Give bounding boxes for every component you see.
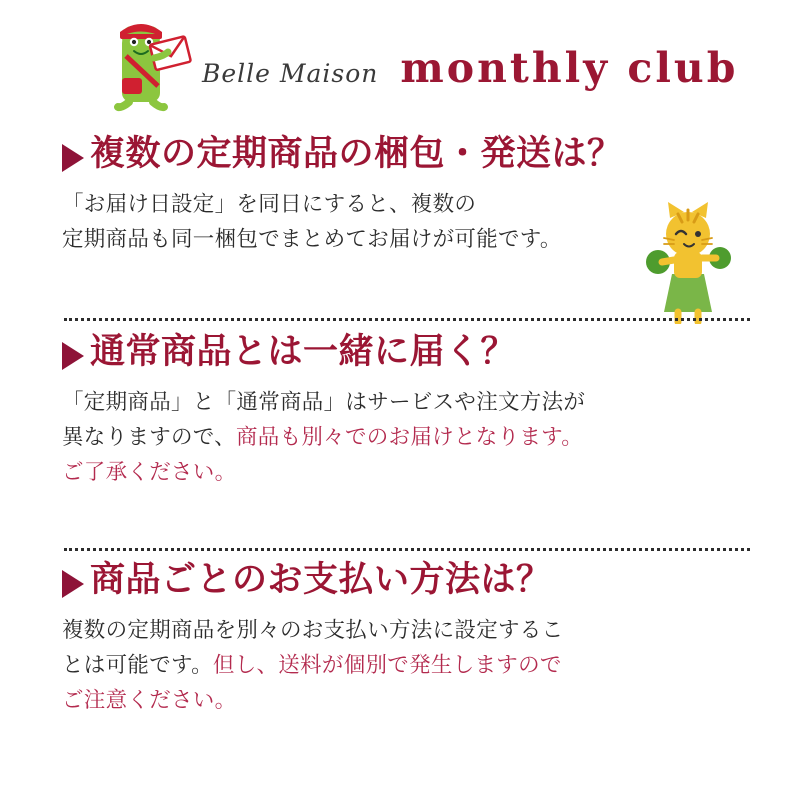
faq-question-row-3 xyxy=(62,558,800,602)
faq-question-row-1 xyxy=(62,132,800,176)
faq-answer-emphasis: ご了承ください。 xyxy=(62,459,237,485)
faq-answer-emphasis: 商品も別々でのお届けとなります。 xyxy=(235,424,584,450)
faq-answer-line xyxy=(62,421,800,456)
faq-question-row-2 xyxy=(62,330,800,374)
faq-answer-1 xyxy=(62,188,800,258)
faq-question-3: 商品ごとのお支払い方法は？ xyxy=(90,560,552,600)
faq-question-2: 通常商品とは一緒に届く？ xyxy=(90,332,517,372)
faq-answer-emphasis: ご注意ください。 xyxy=(62,687,237,713)
faq-answer-line: 「お届け日設定」を同日にすると、複数の xyxy=(62,192,477,218)
triangle-bullet-icon xyxy=(62,144,84,172)
faq-answer-line: 定期商品も同一梱包でまとめてお届けが可能です。 xyxy=(62,226,562,252)
triangle-bullet-icon xyxy=(62,342,84,370)
divider-1 xyxy=(64,318,750,321)
divider-2 xyxy=(64,548,750,551)
frog-mascot-icon xyxy=(96,16,200,120)
faq-answer-2 xyxy=(62,386,800,490)
brand-script-text: Belle Maison xyxy=(202,59,379,88)
faq-answer-emphasis: 但し、送料が個別で発生しますので xyxy=(212,652,562,678)
brand-main-text: monthly club xyxy=(400,44,739,92)
faq-answer-plain: 異なりますので、 xyxy=(62,424,236,450)
faq-answer-plain: とは可能です。 xyxy=(62,652,213,678)
brand-lockup xyxy=(202,44,738,92)
faq-answer-line xyxy=(62,649,800,684)
faq-answer-line: 複数の定期商品を別々のお支払い方法に設定するこ xyxy=(62,618,564,644)
faq-question-1: 複数の定期商品の梱包・発送は？ xyxy=(90,134,623,174)
page-header xyxy=(0,0,800,128)
faq-answer-3 xyxy=(62,614,800,718)
faq-item-1 xyxy=(0,132,800,258)
faq-item-2 xyxy=(0,330,800,491)
triangle-bullet-icon xyxy=(62,570,84,598)
faq-answer-line: 「定期商品」と「通常商品」はサービスや注文方法が xyxy=(62,390,586,416)
faq-item-3 xyxy=(0,558,800,719)
